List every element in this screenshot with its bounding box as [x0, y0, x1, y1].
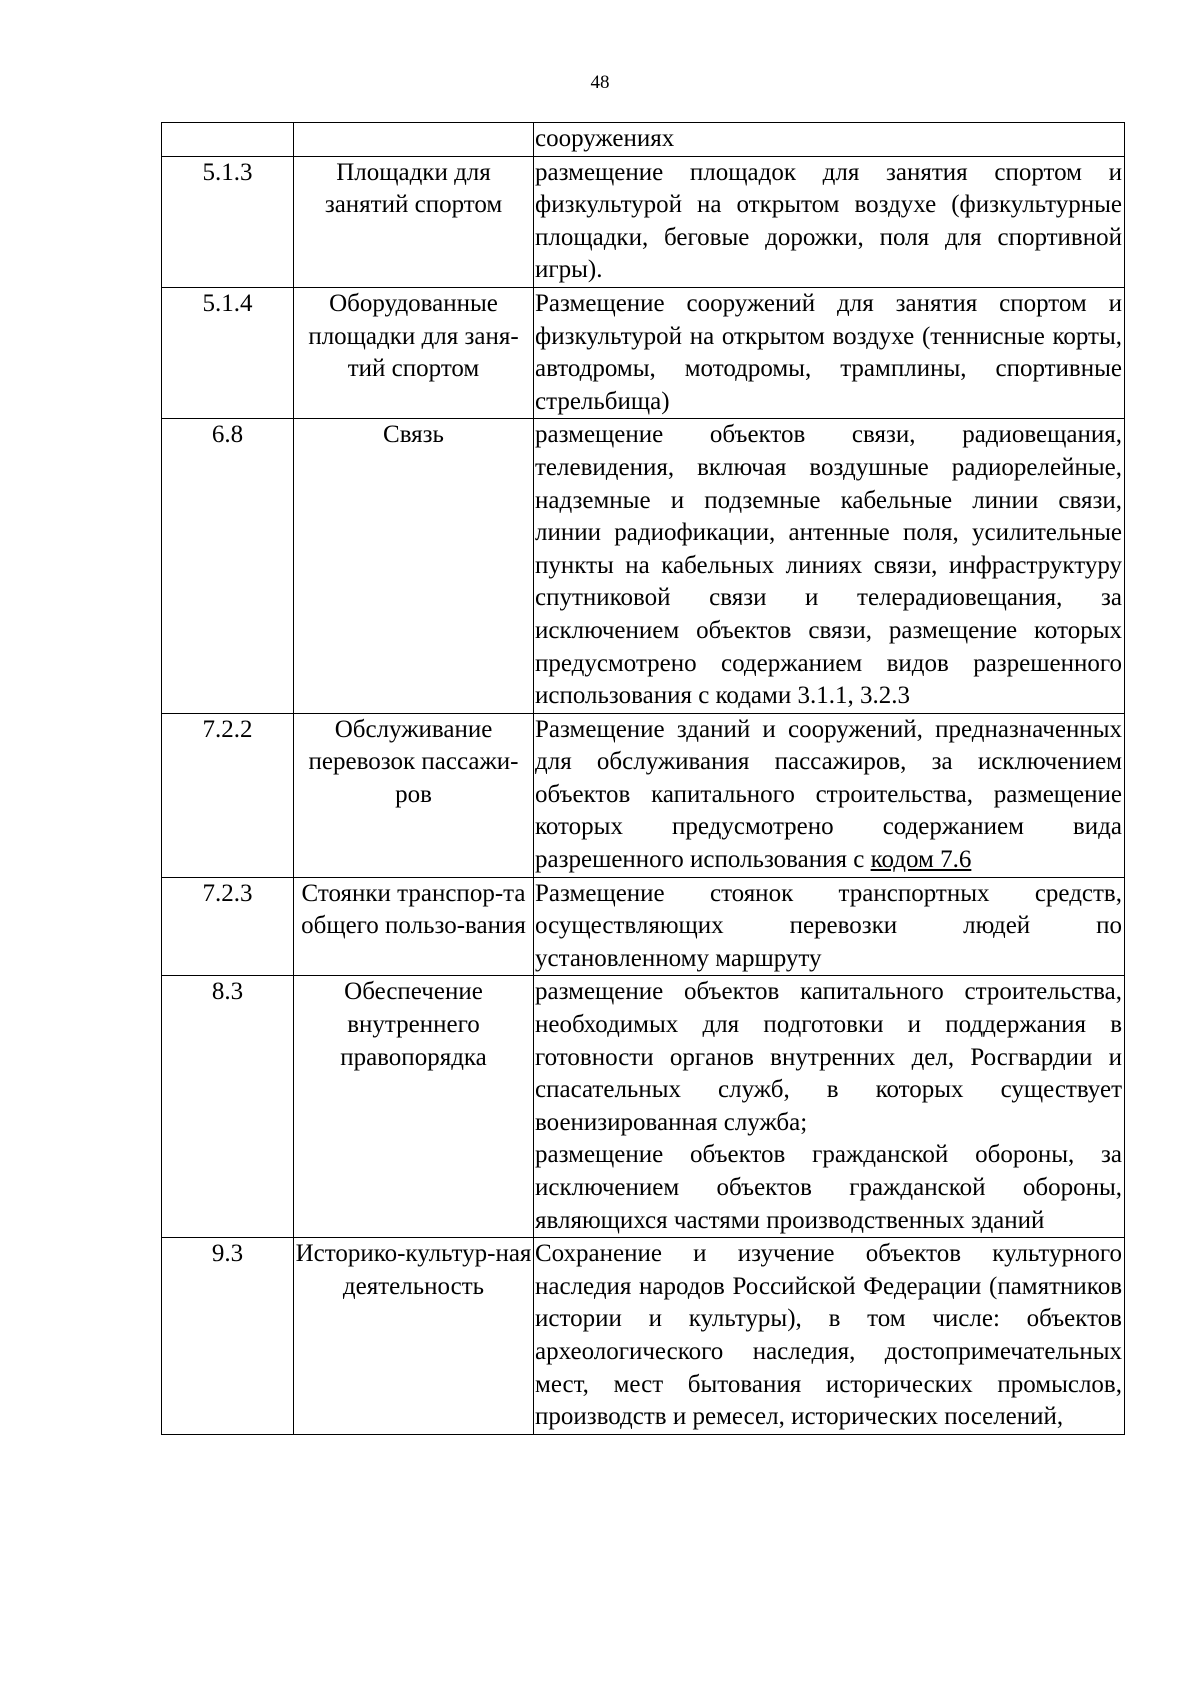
- row-name: Оборудованные площадки для заня-тий спортом: [294, 287, 534, 418]
- row-code: [162, 123, 294, 157]
- row-description: размещение объектов связи, радиовещания, телевидения, включая воздушные радиорелейные, надземные и подземные кабельные линии связи, линии радиофикации, антенные поля, усилительные пункты на кабельных линиях связи, инфраструктуру спутниковой связи и телерадиовещания, за исключением объектов связи, размещение которых предусмотрено содержанием видов разрешенного использования с кодами 3.1.1, 3.2.3: [534, 419, 1125, 713]
- description-paragraph: размещение объектов гражданской обороны, за исключением объектов гражданской обороны, являющихся частями производственных зданий: [535, 1141, 1122, 1234]
- row-name: Обеспечение внутреннего правопорядка: [294, 976, 534, 1238]
- table-row: [162, 156, 1125, 287]
- row-code: 5.1.4: [162, 287, 294, 418]
- row-name: Стоянки транспор-та общего пользо-вания: [294, 877, 534, 976]
- table-row: [162, 713, 1125, 877]
- row-code: 7.2.3: [162, 877, 294, 976]
- row-description: размещение площадок для занятия спортом и физкультурой на открытом воздухе (физкультурные площадки, беговые дорожки, поля для спортивной игры).: [534, 156, 1125, 287]
- row-code: 9.3: [162, 1238, 294, 1435]
- row-code: 7.2.2: [162, 713, 294, 877]
- row-name: Связь: [294, 419, 534, 713]
- row-code: 8.3: [162, 976, 294, 1238]
- table-row: [162, 419, 1125, 713]
- table-row: [162, 976, 1125, 1238]
- table-row: [162, 287, 1125, 418]
- table-row: [162, 123, 1125, 157]
- table-row: [162, 1238, 1125, 1435]
- description-text: Размещение зданий и сооружений, предназначенных для обслуживания пассажиров, за исключением объектов капитального строительства, размещение которых предусмотрено содержанием вида разрешенного использования с: [535, 715, 1122, 874]
- row-code: 6.8: [162, 419, 294, 713]
- row-description: Размещение сооружений для занятия спортом и физкультурой на открытом воздухе (теннисные корты, автодромы, мотодромы, трамплины, спортивные стрельбища): [534, 287, 1125, 418]
- row-description: [534, 713, 1125, 877]
- row-description: сооружениях: [534, 123, 1125, 157]
- row-description: Размещение стоянок транспортных средств, осуществляющих перевозки людей по установленному маршруту: [534, 877, 1125, 976]
- row-code: 5.1.3: [162, 156, 294, 287]
- table-row: [162, 877, 1125, 976]
- row-name: [294, 123, 534, 157]
- page-number: 48: [590, 72, 610, 93]
- row-description: [534, 976, 1125, 1238]
- row-description: Сохранение и изучение объектов культурного наследия народов Российской Федерации (памятников истории и культуры), в том числе: объектов археологического наследия, достопримечательных мест, мест бытования исторических промыслов, производств и ремесел, исторических поселений,: [534, 1238, 1125, 1435]
- code-reference-link[interactable]: кодом 7.6: [870, 846, 972, 874]
- land-use-table: [161, 122, 1125, 1435]
- row-name: Историко-культур-ная деятельность: [294, 1238, 534, 1435]
- row-name: Площадки для занятий спортом: [294, 156, 534, 287]
- row-name: Обслуживание перевозок пассажи-ров: [294, 713, 534, 877]
- description-paragraph: размещение объектов капитального строительства, необходимых для подготовки и поддержания в готовности органов внутренних дел, Росгвардии и спасательных служб, в которых существует военизированная служба;: [535, 978, 1122, 1136]
